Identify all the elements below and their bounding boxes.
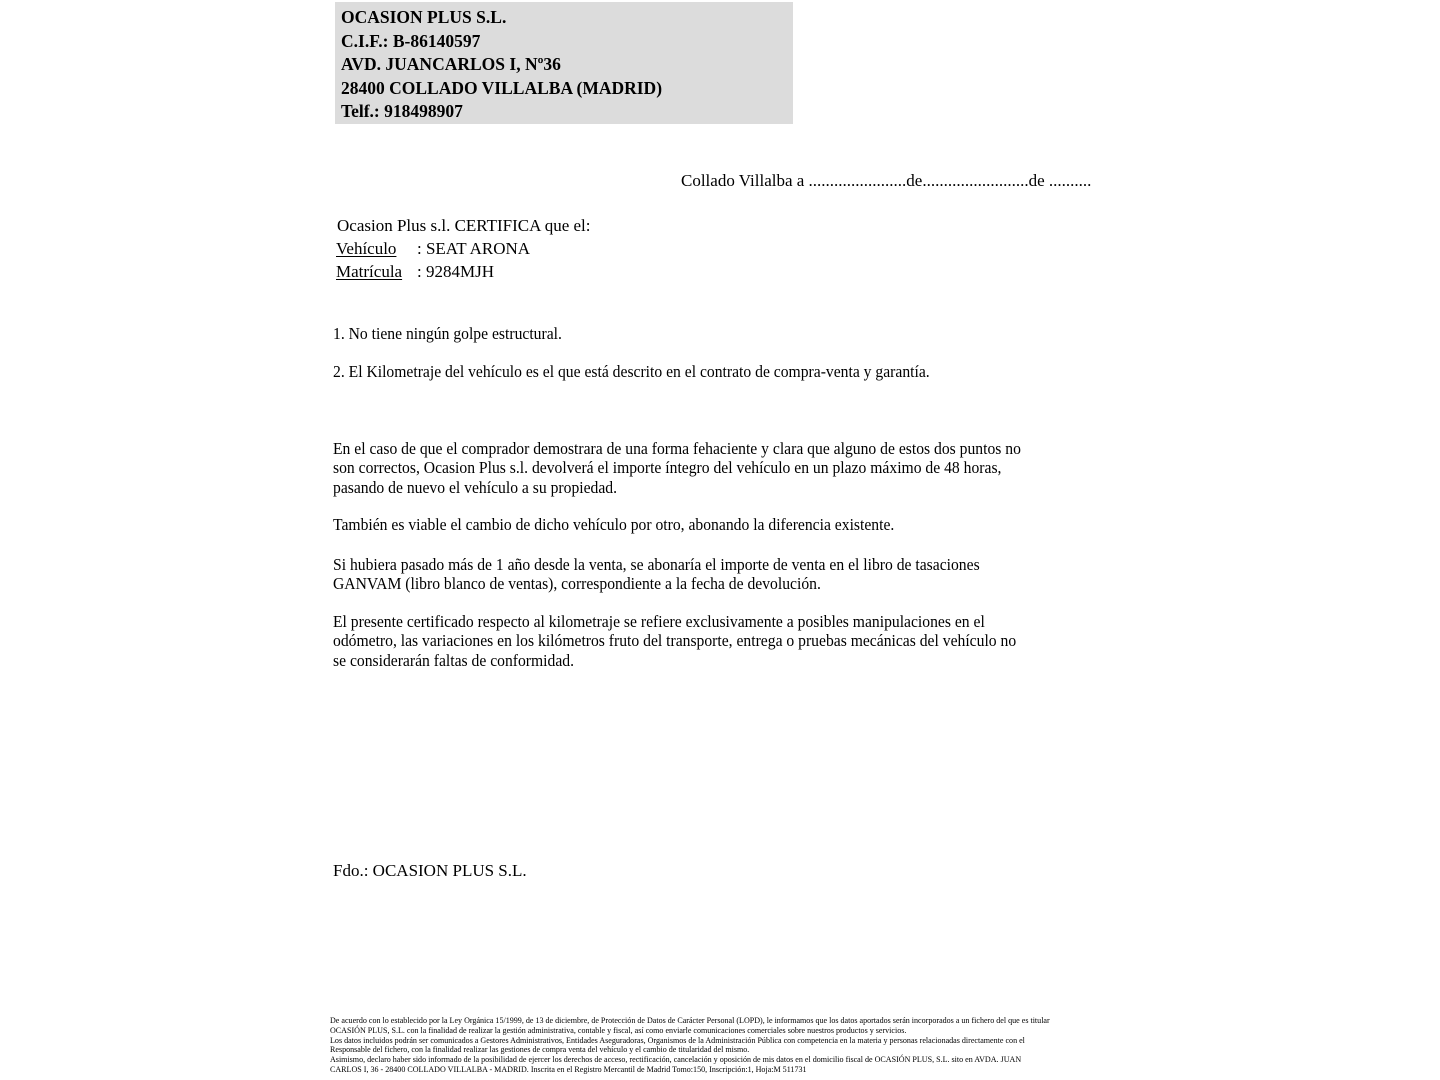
paragraph-line: Si hubiera pasado más de 1 año desde la venta, se abonaría el importe de venta en el libro de tasaciones (333, 555, 980, 574)
paragraph-exchange-option (333, 515, 943, 534)
fine-print-line: De acuerdo con lo establecido por la Ley Orgánica 15/1999, de 13 de diciembre, de Protección de Datos de Carácter Personal (LOPD), le informamos que los datos aportados serán incorporados a un fichero del que es titular (330, 1016, 1050, 1025)
plate-value: : 9284MJH (417, 262, 494, 281)
certified-point-2-text: 2. El Kilometraje del vehículo es el que está descrito en el contrato de compra-venta y garantía. (333, 362, 930, 381)
legal-fine-print (330, 1016, 1072, 1075)
vehicle-value: : SEAT ARONA (417, 239, 531, 258)
company-address: AVD. JUANCARLOS I, Nº36 (341, 54, 561, 74)
paragraph-ganvam-valuation (333, 555, 1036, 594)
paragraph-line: En el caso de que el comprador demostrara de una forma fehaciente y clara que alguno de estos dos puntos no (333, 439, 1021, 458)
signature-line: Fdo.: OCASION PLUS S.L. (333, 861, 527, 880)
plate-label: Matrícula (336, 262, 403, 281)
fine-print-line: Los datos incluidos podrán ser comunicados a Gestores Administrativos, Entidades Aseguradoras, Organismos de la Administración Pública con competencia en la materia y personas relacionadas directamente con el (330, 1035, 1025, 1045)
company-cif: C.I.F.: B-86140597 (341, 30, 481, 51)
fine-print-line: CARLOS I, 36 - 28400 COLLADO VILLALBA - MADRID. Inscrita en el Registro Mercantil de Madrid Tomo:150, Inscripción:1, Hoja:M 511731 (330, 1064, 807, 1074)
vehicle-row (336, 239, 531, 259)
plate-row (336, 262, 494, 282)
fine-print-line: Responsable del fichero, con la finalidad realizar las gestiones de compra venta del vehículo y el cambio de titularidad del mismo. (330, 1045, 750, 1055)
paragraph-line: También es viable el cambio de dicho vehículo por otro, abonando la diferencia existente. (333, 515, 895, 534)
paragraph-line: El presente certificado respecto al kilometraje se refiere exclusivamente a posibles manipulaciones en el (333, 612, 985, 631)
certified-point-1 (333, 324, 582, 343)
certified-point-2 (333, 362, 982, 381)
fine-print-line: OCASIÓN PLUS, S.L. con la finalidad de realizar la gestión administrativa, contable y fiscal, así como enviarle comunicaciones comerciales sobre nuestros productos y servicios. (330, 1025, 907, 1035)
paragraph-refund-policy (333, 439, 1081, 497)
company-name: OCASION PLUS S.L. (341, 7, 507, 27)
paragraph-odometer-disclaimer (333, 612, 1076, 670)
paragraph-line: GANVAM (libro blanco de ventas), correspondiente a la fecha de devolución. (333, 574, 821, 594)
fine-print-line: Asimismo, declaro haber sido informado de la posibilidad de ejercer los derechos de acceso, rectificación, cancelación y oposición de mis datos en el domicilio fiscal de OCASIÓN PLUS, S.L. sito en AVDA. JUAN (330, 1055, 1022, 1064)
company-phone: Telf.: 918498907 (341, 101, 463, 121)
paragraph-line: pasando de nuevo el vehículo a su propiedad. (333, 477, 618, 497)
certified-point-1-text: 1. No tiene ningún golpe estructural. (333, 324, 562, 343)
company-header-box (335, 2, 793, 124)
certification-intro: Ocasion Plus s.l. CERTIFICA que el: (337, 216, 591, 235)
date-line: Collado Villalba a .......................de.........................de .......... (681, 171, 1092, 190)
paragraph-line: se considerarán faltas de conformidad. (333, 650, 575, 670)
paragraph-line: son correctos, Ocasion Plus s.l. devolverá el importe íntegro del vehículo en un plazo máximo de 48 horas, (333, 458, 1002, 478)
vehicle-label: Vehículo (336, 239, 397, 258)
paragraph-line: odómetro, las variaciones en los kilómetros fruto del transporte, entrega o pruebas mecánicas del vehículo no (333, 631, 1017, 651)
company-city: 28400 COLLADO VILLALBA (MADRID) (341, 77, 663, 98)
